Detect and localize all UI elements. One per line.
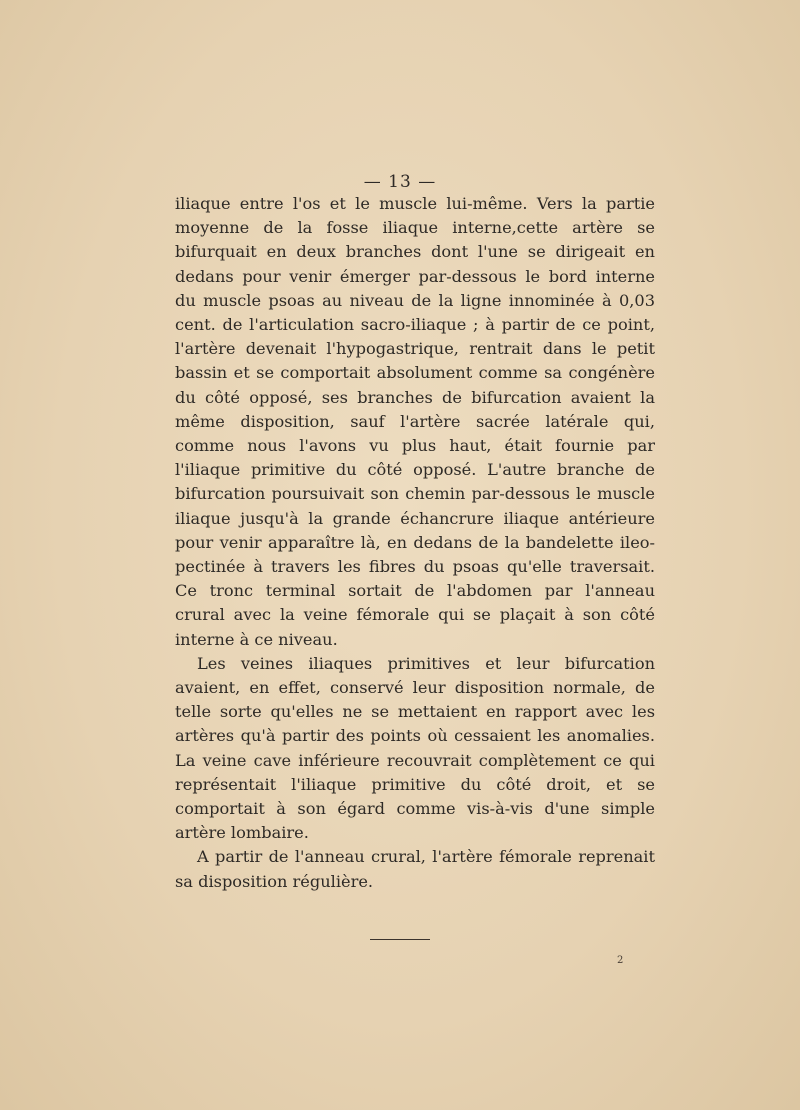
body-text [175, 192, 655, 894]
page-number: — 13 — [363, 172, 437, 192]
signature-mark: 2 [617, 955, 624, 966]
paragraph-3: A partir de l'anneau crural, l'artère fémorale reprenait sa disposition régulière. [175, 847, 655, 891]
paragraph-1: iliaque entre l'os et le muscle lui-même. Vers la partie moyenne de la fosse iliaque interne,cette artère se bifurquait en deux branches dont l'une se dirigeait en dedans pour venir émerger par-dessous le bord interne du muscle psoas au niveau de la ligne innominée à 0,03 cent. de l'articulation sacro-iliaque ; à partir de ce point, l'artère devenait l'hypogastrique, rentrait dans le petit bassin et se comportait absolument comme sa congénère du côté opposé, ses branches de bifurcation avaient la même disposition, sauf l'artère sacrée latérale qui, comme nous l'avons vu plus haut, était fournie par l'iliaque primitive du côté opposé. L'autre branche de bifurcation poursuivait son chemin par-dessous le muscle iliaque jusqu'à la grande échancrure iliaque antérieure pour venir apparaître là, en dedans de la bandelette ileo-pectinée à travers les fibres du psoas qu'elle traversait. Ce tronc terminal sortait de l'abdomen par l'anneau crural avec la veine fémorale qui se plaçait à son côté interne à ce niveau. [175, 194, 655, 649]
end-rule [370, 939, 430, 940]
paragraph-2: Les veines iliaques primitives et leur bifurcation avaient, en effet, conservé leur disposition normale, de telle sorte qu'elles ne se mettaient en rapport avec les artères qu'à partir des points où cessaient les anomalies. La veine cave inférieure recouvrait complètement ce qui représentait l'iliaque primitive du côté droit, et se comportait à son égard comme vis-à-vis d'une simple artère lombaire. [175, 653, 655, 843]
